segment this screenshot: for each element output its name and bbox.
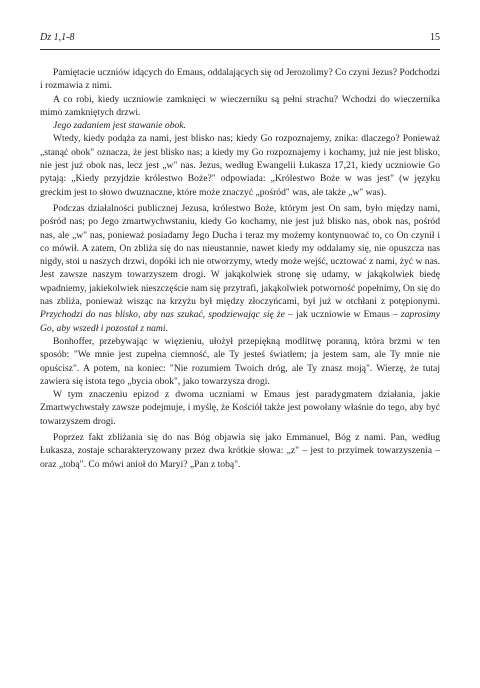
paragraph [40,388,440,428]
text-run: Wtedy, kiedy podąża za nami, jest blisko nas; kiedy Go rozpoznajemy, znika: dlaczego? Ponieważ „stanąć obok" oznacza, że jest blisko nas; a kiedy my Go rozpoznajemy i kochamy, już nie jest blisko, nie jest już obok nas, lecz jest „w" nas. Jezus, według Ewangelii Łukasza 17,21, kiedy uczniowie Go pytają: „Kiedy przyjdzie królestwo Boże?" odpowiada: „Królestwo Boże w was jest" (w języku greckim jest to słowo dwuznaczne, które może znaczyć „pośród" was, ale także „w" was). [40,133,440,198]
text-run: A co robi, kiedy uczniowie zamknięci w wieczerniku są pełni strachu? Wchodzi do wieczernika mimo zamkniętych drzwi. [40,93,440,118]
page-number: 15 [430,32,440,43]
text-run: Podczas działalności publicznej Jezusa, królestwo Boże, którym jest On sam, było między nami, pośród nas; po Jego zmartwychwstaniu, kiedy Go kochamy, nie jest już blisko nas, obok nas, pośród nas, ale „w" nas, ponieważ posiadamy Jego Ducha i teraz my możemy kontynuować to, co On czynił i co mówił. A zatem, On zbliża się do nas nieustannie, nawet kiedy my oddalamy się, nie opuszcza nas nigdy, stoi u naszych drzwi, dopóki ich nie otworzymy, wtedy może wejść, ucztować z nami, żyć w nas. Jest zawsze naszym towarzyszem drogi. W jakąkolwiek stronę się udamy, w jakąkolwiek biedę wpadniemy, jakiekolwiek nieszczęście nam się przytrafi, jakąkolwiek potworność popełnimy, On się do nas zbliża, ponieważ wisząc na krzyżu był między złoczyńcami, był już w otchłani z potępionymi. [40,202,440,308]
body-text [40,66,440,471]
page-header [40,32,440,50]
book-page [40,32,440,471]
italic-text: Jego zadaniem jest stawanie obok. [53,120,186,132]
paragraph [40,119,440,132]
paragraph [40,431,440,471]
text-run: Pamiętacie uczniów idących do Emaus, oddalających się od Jerozolimy? Co czyni Jezus? Podchodzi i rozmawia z nimi. [40,67,440,92]
italic-text: Przychodzi do nas blisko, aby nas szukać, spodziewając się że [40,309,285,321]
paragraph [40,132,440,198]
italic-text: zaprosimy Go, aby wszedł i pozostał z nami [40,309,440,334]
paragraph [40,93,440,120]
text-run: – jak uczniowie w Emaus – [284,309,401,321]
text-run: Bonhoffer, przebywając w więzieniu, ułożył przepiękną modlitwę poranną, która brzmi w ten sposób: "We mnie jest zupełna ciemność, ale Ty jesteś światłem; ja jestem sam, ale Ty mnie nie opuścisz". A potem, na koniec: "Nie rozumiem Twoich dróg, ale Ty znasz moją". Wierzę, że tutaj zawiera się istota tego „bycia obok", jako towarzysza drogi. [40,335,440,387]
paragraph [40,202,440,335]
paragraph [40,335,440,388]
text-run: W tym znaczeniu epizod z dwoma uczniami w Emaus jest paradygmatem działania, jakie Zmartwychwstały zawsze podejmuje, i myślę, że Kościół także jest powołany właśnie do tego, aby być towarzyszem drogi. [40,389,440,427]
text-run: . [165,322,168,334]
paragraph [40,66,440,93]
text-run: Poprzez fakt zbliżania się do nas Bóg objawia się jako Emmanuel, Bóg z nami. Pan, według Łukasza, zostaje scharakteryzowany przez dwa krótkie słowa: „z" – jest to przyimek towarzyszenia – oraz „tobą". Co mówi anioł do Maryi? „Pan z tobą". [40,432,440,470]
running-head: Dz 1,1-8 [40,32,75,43]
